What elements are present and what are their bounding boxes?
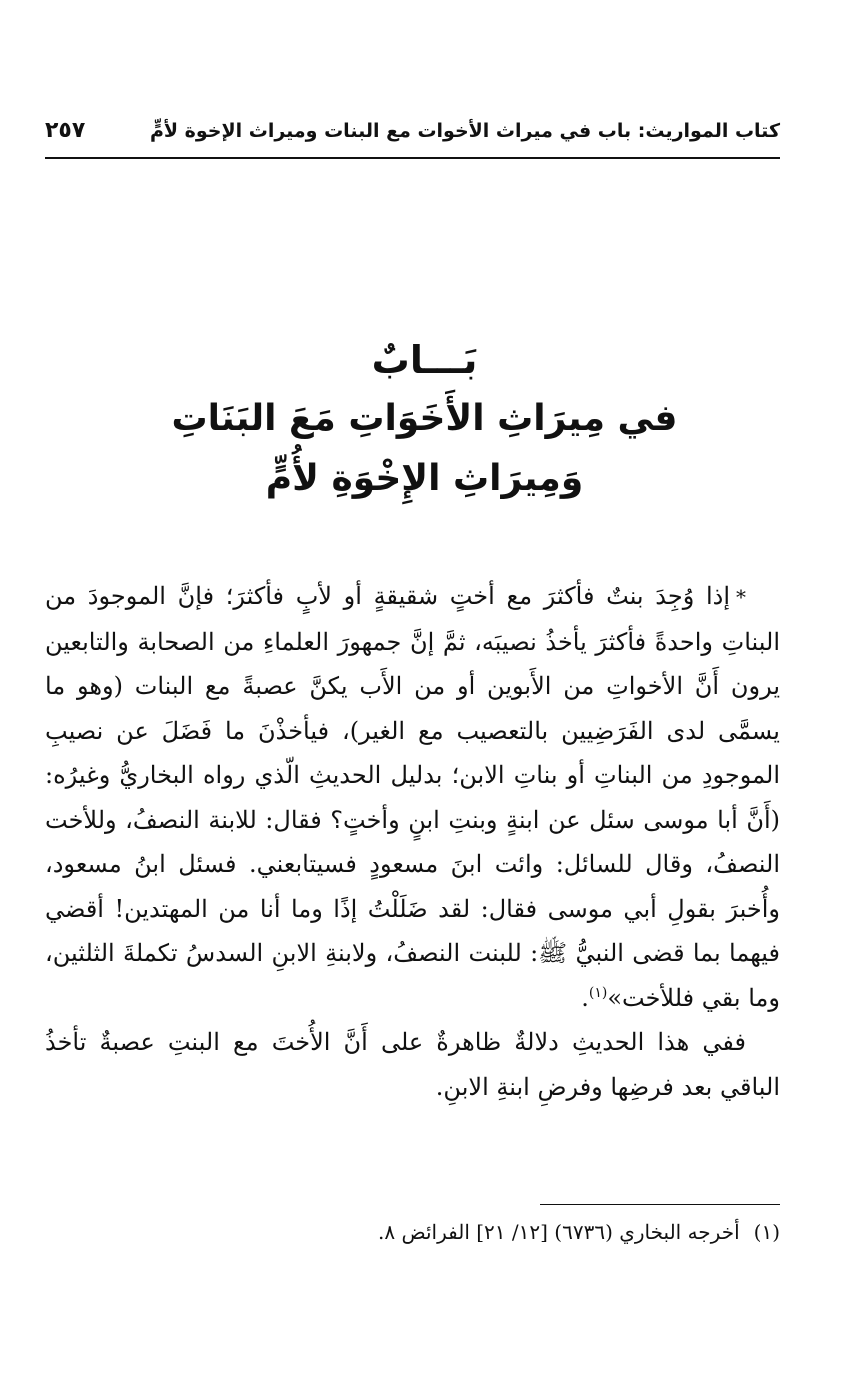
page-number: ٢٥٧ bbox=[45, 118, 86, 143]
paragraph-1 bbox=[45, 574, 780, 1020]
footnote-text: أخرجه البخاري (٦٧٣٦) [١٢/ ٢١] الفرائض ٨. bbox=[377, 1220, 740, 1244]
chapter-title-line-1: في مِيرَاثِ الأَخَوَاتِ مَعَ البَنَاتِ bbox=[171, 398, 678, 439]
paragraph-1-text: إذا وُجِدَ بنتٌ فأكثرَ مع أختٍ شقيقةٍ أو لأبٍ فأكثرَ؛ فإنَّ الموجودَ من البناتِ واحدةً فأكثرَ يأخذُ نصيبَه، ثمَّ إنَّ جمهورَ العلماءِ من الصحابة والتابعين يرون أَنَّ الأخواتِ من الأَبوين أو من الأَب يكنَّ عصبةً مع البنات (وهو ما يسمَّى لدى الفَرَضِيين بالتعصيب مع الغير)، فيأخذْنَ ما فَضَلَ عن نصيبِ الموجودِ من البناتِ أو بناتِ الابن؛ بدليل الحديثِ الّذي رواه البخاريُّ وغيرُه: (أَنَّ أبا موسى سئل عن ابنةٍ وبنتِ ابنٍ وأختٍ؟ فقال: للابنة النصفُ، وللأخت النصفُ، وقال للسائل: وائت ابنَ مسعودٍ فسيتابعني. فسئل ابنُ مسعود، وأُخبرَ بقولِ أبي موسى فقال: لقد ضَلَلْتُ إذًا وما أنا من المهتدين! أقضي فيهما بما قضى النبيُّ ﷺ: للبنت النصفُ، ولابنةِ الابنِ السدسُ تكملةَ الثلثين، وما بقي فللأخت» bbox=[45, 582, 781, 1012]
header-title: كتاب المواريث: باب في ميراث الأخوات مع البنات وميراث الإخوة لأمٍّ bbox=[149, 120, 780, 142]
paragraph-2: ففي هذا الحديثِ دلالةٌ ظاهرةٌ على أَنَّ الأُختَ مع البنتِ عصبةٌ تأخذُ الباقي بعد فرضِها وفرضِ ابنةِ الابنِ. bbox=[45, 1028, 780, 1101]
header-divider bbox=[45, 157, 780, 159]
body-text bbox=[45, 574, 780, 1109]
footnote bbox=[45, 1220, 780, 1244]
chapter-title-line-2: وَمِيرَاثِ الإِخْوَةِ لأُمٍّ bbox=[265, 458, 584, 499]
bullet-star: * bbox=[736, 585, 746, 609]
footnote-reference[interactable]: (١) bbox=[588, 984, 608, 1001]
footnote-divider bbox=[540, 1204, 780, 1205]
paragraph-1-end: . bbox=[581, 983, 589, 1012]
chapter-label: بَـــابٌ bbox=[371, 338, 478, 382]
running-header bbox=[45, 112, 780, 156]
footnote-marker: (١) bbox=[753, 1220, 780, 1244]
